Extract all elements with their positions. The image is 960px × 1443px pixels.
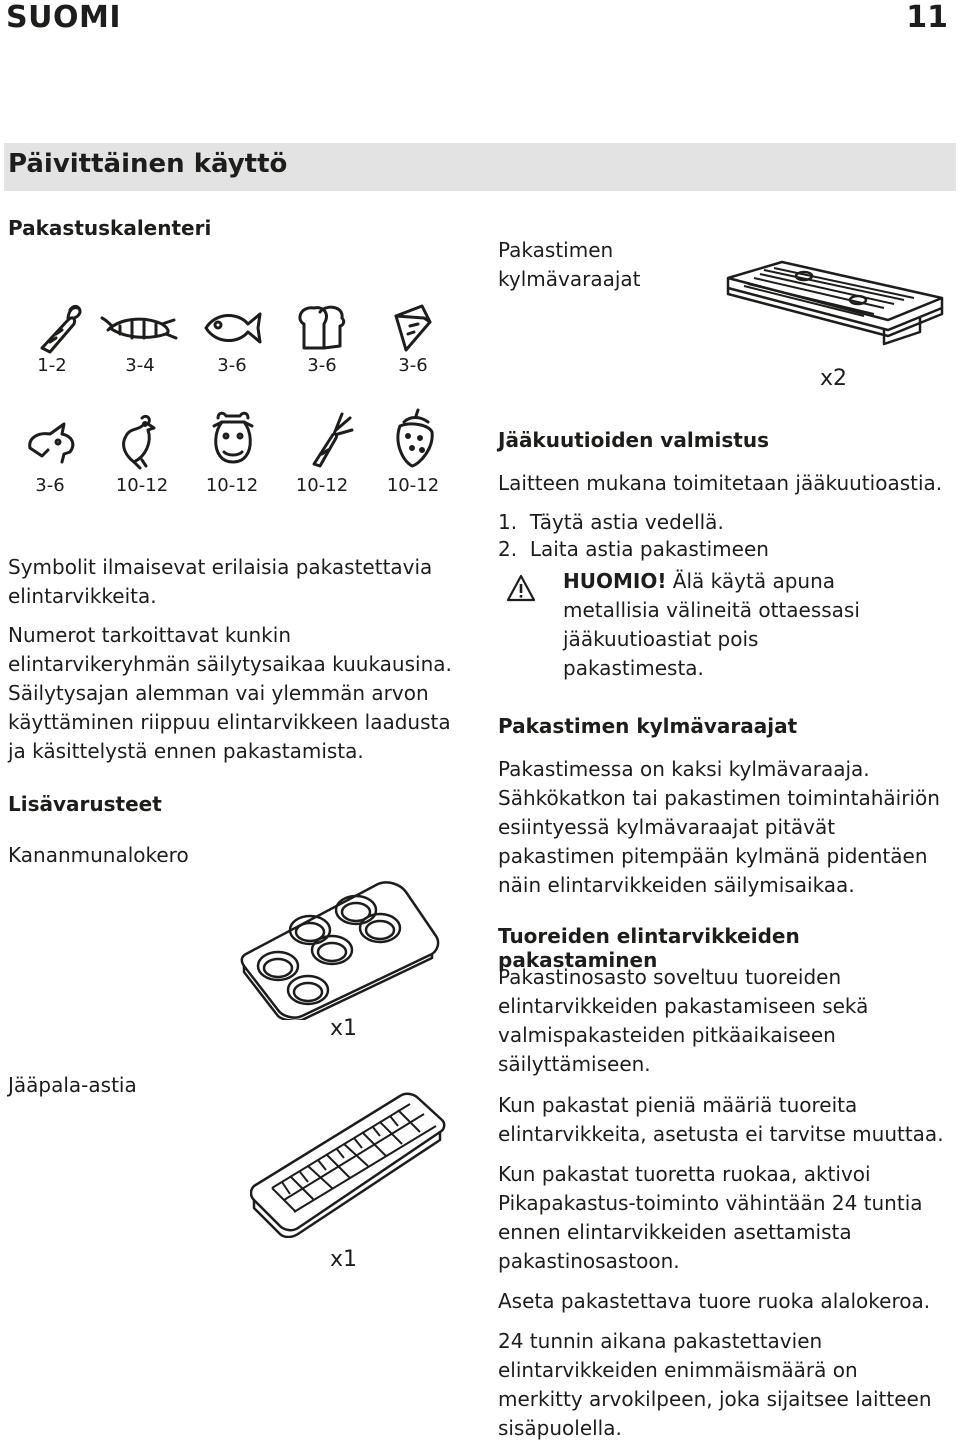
cake-slice-icon	[384, 298, 444, 358]
months-label: 1-2	[37, 355, 67, 376]
cold-packs-paragraph: Pakastimessa on kaksi kylmävaraaja. Sähkökatkon tai pakastimen toimintahäiriön esiintyessä kylmävaraajat pitävät pakastimen pitempään kylmänä pidentäen näin elintarvikkeiden säilymisaikaa.	[498, 757, 940, 897]
cold-packs-heading: Pakastimen kylmävaraajat	[498, 714, 798, 738]
months-label: 3-6	[307, 355, 337, 376]
months-label: 10-12	[205, 475, 259, 496]
months-label: 3-6	[35, 475, 65, 496]
months-label: 3-6	[398, 355, 428, 376]
pig-icon	[22, 412, 82, 472]
fresh-food-heading: Tuoreiden elintarvikkeiden pakastaminen	[498, 924, 800, 972]
fresh-food-paragraph-2: Kun pakastat pieniä määriä tuoreita elintarvikkeita, asetusta ei tarvitse muuttaa.	[498, 1093, 944, 1146]
fresh-food-paragraph-3: Kun pakastat tuoretta ruokaa, aktivoi Pikapakastus-toiminto vähintään 24 tuntia ennen elintarvikkeiden asettamista pakastinosastoon.	[498, 1162, 923, 1273]
cow-icon	[200, 408, 266, 472]
warning-text: HUOMIO! Älä käytä apuna metallisia välineitä ottaessasi jääkuutioastiat pois pakastimesta.	[563, 569, 860, 680]
egg-tray-label: Kananmunalokero	[8, 843, 189, 867]
egg-tray-illustration	[238, 880, 440, 1020]
fresh-food-paragraph-1: Pakastinosasto soveltuu tuoreiden elintarvikkeiden pakastamiseen sekä valmispakasteiden pitkäaikaiseen säilyttämiseen.	[498, 965, 869, 1076]
fresh-food-paragraph-4: Aseta pakastettava tuore ruoka alalokeroa.	[498, 1289, 931, 1313]
months-label: 3-6	[217, 355, 247, 376]
cold-packs-quantity: x2	[820, 366, 848, 391]
cold-packs-caption: Pakastimen kylmävaraajat	[498, 238, 641, 291]
bread-icon	[292, 298, 352, 358]
vegetable-icon	[298, 408, 358, 472]
cold-pack-illustration	[724, 258, 946, 364]
shrimp-icon	[100, 298, 180, 358]
accessories-heading: Lisävarusteet	[8, 792, 162, 816]
ice-tray-label: Jääpala-astia	[8, 1073, 137, 1097]
page-number: 11	[906, 0, 948, 35]
fish-icon	[200, 298, 264, 358]
calendar-heading: Pakastuskalenteri	[8, 216, 212, 240]
ice-cubes-intro: Laitteen mukana toimitetaan jääkuutioastia.	[498, 471, 943, 495]
ice-tray-quantity: x1	[330, 1247, 358, 1272]
ice-tray-illustration	[250, 1090, 446, 1238]
months-label: 10-12	[295, 475, 349, 496]
language-label: SUOMI	[6, 0, 121, 35]
months-label: 3-4	[125, 355, 155, 376]
section-title: Päivittäinen käyttö	[8, 149, 288, 179]
chicken-icon	[112, 412, 172, 472]
warning-icon	[506, 574, 536, 602]
carrot-icon	[28, 298, 88, 358]
ice-cubes-heading: Jääkuutioiden valmistus	[498, 428, 769, 452]
strawberry-icon	[384, 408, 444, 472]
numbers-paragraph: Numerot tarkoittavat kunkin elintarvikeryhmän säilytysaikaa kuukausina. Säilytysajan alemman vai ylemmän arvon käyttäminen riippuu elintarvikkeen laadusta ja käsittelystä ennen pakastamista.	[8, 623, 452, 763]
step-item: 1. Täytä astia vedellä.	[498, 510, 724, 534]
egg-tray-quantity: x1	[330, 1016, 358, 1041]
symbols-paragraph: Symbolit ilmaisevat erilaisia pakastettavia elintarvikkeita.	[8, 555, 433, 608]
months-label: 10-12	[386, 475, 440, 496]
months-label: 10-12	[115, 475, 169, 496]
fresh-food-paragraph-5: 24 tunnin aikana pakastettavien elintarvikkeiden enimmäismäärä on merkitty arvokilpeen, joka sijaitsee laitteen sisäpuolella.	[498, 1329, 932, 1440]
step-item: 2. Laita astia pakastimeen	[498, 537, 769, 561]
